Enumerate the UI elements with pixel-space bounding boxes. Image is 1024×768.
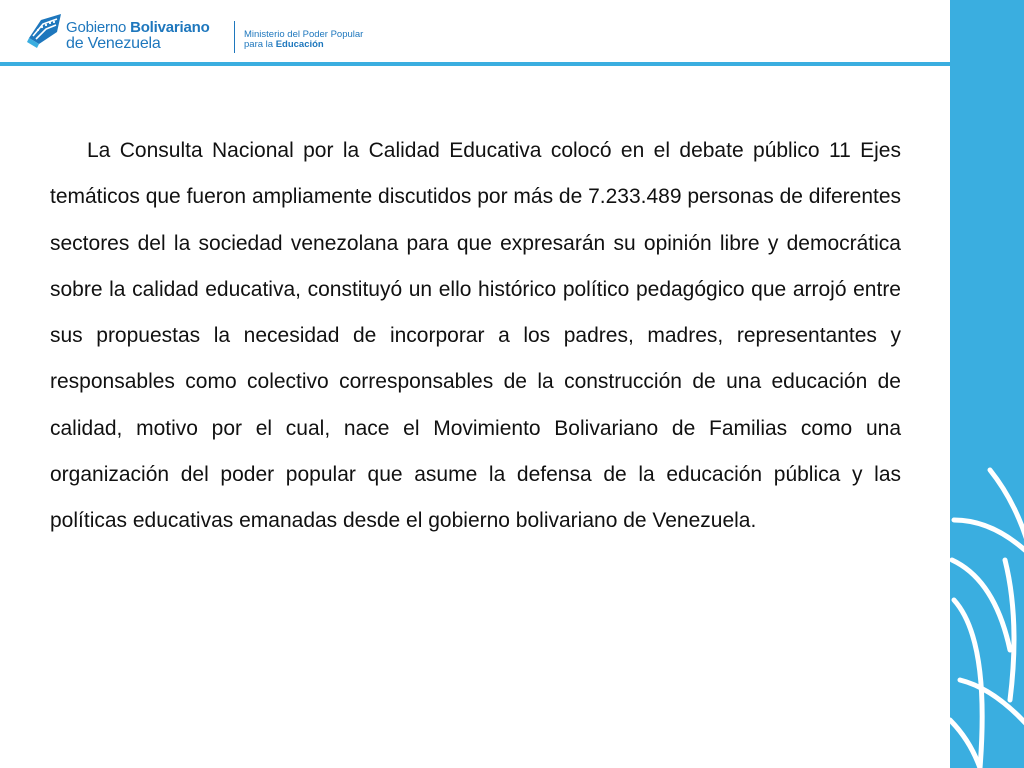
- ministry-name: [244, 30, 363, 50]
- ministry-line2-bold: Educación: [275, 39, 324, 50]
- ministry-line2-prefix: para la: [244, 39, 276, 50]
- government-name: [66, 20, 210, 51]
- venezuela-logo-icon: [27, 10, 63, 50]
- globe-arcs-icon: [950, 0, 1024, 768]
- gov-line1-bold: Bolivariano: [130, 19, 210, 36]
- side-decoration-band: [950, 0, 1024, 768]
- ministry-line1: Ministerio del Poder Popular: [244, 29, 364, 40]
- body-paragraph: La Consulta Nacional por la Calidad Educativa colocó en el debate público 11 Ejes temáticos que fueron ampliamente discutidos por más de 7.233.489 personas de diferentes sectores del la sociedad venezolana para que expresarán su opinión libre y democrática sobre la calidad educativa, constituyó un ello histórico político pedagógico que arrojó entre sus propuestas la necesidad de incorporar a los padres, madres, representantes y responsables como colectivo corresponsables de la construcción de una educación de calidad, motivo por el cual, nace el Movimiento Bolivariano de Familias como una organización del poder popular que asume la defensa de la educación pública y las políticas educativas emanadas desde el gobierno bolivariano de Venezuela.: [50, 139, 902, 533]
- header-divider: [234, 21, 235, 53]
- header: [0, 0, 950, 62]
- gov-line2: de Venezuela: [66, 35, 161, 52]
- header-rule: [0, 62, 950, 66]
- gov-line1-prefix: Gobierno: [66, 19, 131, 36]
